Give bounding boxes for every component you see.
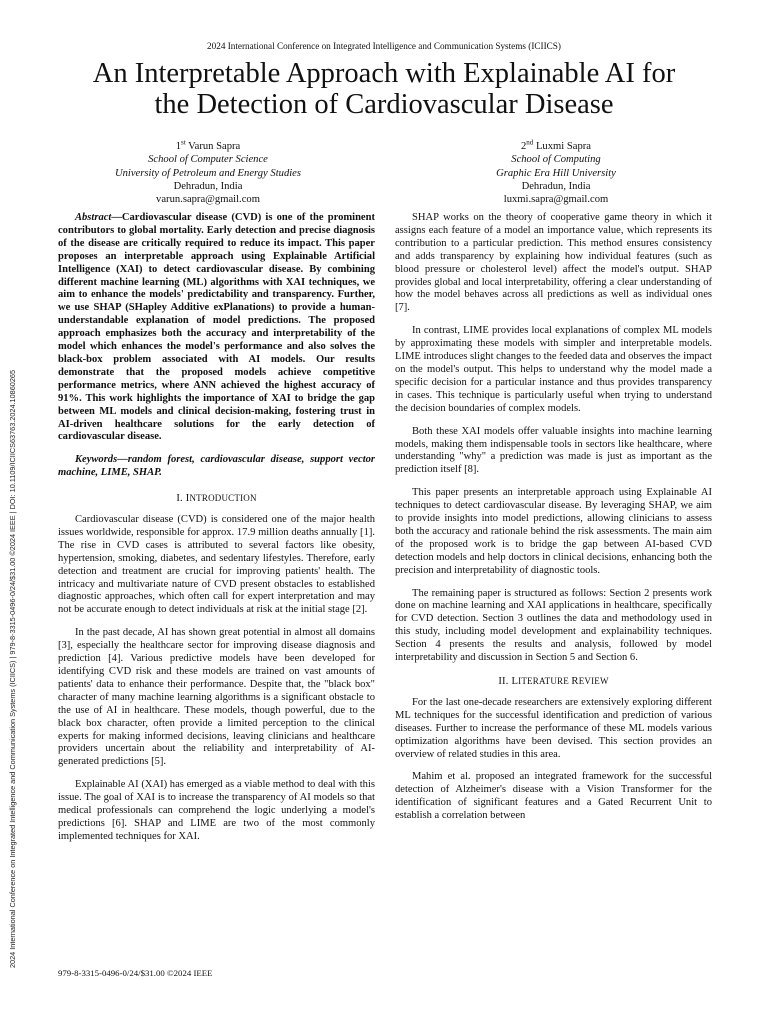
author-block-2	[406, 140, 706, 206]
paragraph: Cardiovascular disease (CVD) is considered one of the major health issues worldwide, responsible for approx. 17.9 million deaths annually [1]. The rise in CVD cases is attributed to several factors like obesity, hypertension, smoking, diabetes, and sedentary lifestyles. Therefore, early detection and treatment are crucial for improving patients' health. The intricacy and multivariate nature of CVD present obstacles to established diagnostic approaches, which often call for expert interpretation and may not be accurate enough to detect individuals at risk at the initial stage [2].	[58, 514, 375, 616]
paragraph: In contrast, LIME provides local explanations of complex ML models by approximating these models with simpler and interpretable models. LIME introduces slight changes to the feeded data and observes the impact on the model's output. This helps to understand why the model made a specific decision for a particular instance and thus provides transparency in cases. This technique is particularly useful when trying to understand the decision boundaries of complex models.	[395, 325, 712, 414]
title-line-1: An Interpretable Approach with Explainable AI for	[92, 58, 676, 89]
abstract-text: —Cardiovascular disease (CVD) is one of the prominent contributors to global mortality. Early detection and precise diagnosis of the disease are critically required to reduce its impact. This paper proposes an interpretable approach using Explainable Artificial Intelligence (XAI) to detect cardiovascular disease. By combining different machine learning (ML) algorithms with XAI techniques, we aim to enhance the models' predictability and transparency. Further, we use SHAP (SHapley Additive exPlanations) to provide a human-understandable explanation of model predictions. The proposed approach emphasizes both the accuracy and interpretability of the model which enhances the model's performance and also solves the black-box problem associated with AI models. Our results demonstrate that the proposed models achieve competitive performance metrics, where ANN achieved the highest accuracy of 91%. This work highlights the importance of XAI to bridge the gap between ML models and clinical decision-making, fostering trust in AI-driven healthcare solutions for the early detection of cardiovascular disease.	[58, 212, 375, 443]
abstract	[58, 212, 375, 444]
section-heading-introduction	[58, 492, 375, 506]
author-location: Dehradun, India	[521, 180, 591, 192]
paragraph: Both these XAI models offer valuable insights into machine learning models, making them indispensable tools in sectors like healthcare, where understanding "why" a prediction was made is just as important as the prediction itself [8].	[395, 425, 712, 476]
author-institution: University of Petroleum and Energy Studies	[114, 167, 302, 179]
paragraph: Explainable AI (XAI) has emerged as a viable method to deal with this issue. The goal of XAI is to increase the transparency of AI models so that medical professionals can comprehend the logic underlying a model's predictions [6]. SHAP and LIME are two of the most commonly implemented techniques for XAI.	[58, 779, 375, 842]
section-title-rest: EVIEW	[578, 676, 609, 686]
author-location: Dehradun, India	[173, 180, 243, 192]
paragraph: The remaining paper is structured as follows: Section 2 presents work done on machine learning and XAI applications in healthcare, specifically for CVD detection. Section 3 outlines the data and methodology used in this study, including model development and explainability techniques. Section 4 presents the results and analysis, followed by model interpretability and discussion in Section 5 and Section 6.	[395, 587, 712, 664]
footer-copyright: 979-8-3315-0496-0/24/$31.00 ©2024 IEEE	[58, 968, 213, 978]
author-block-1	[58, 140, 358, 206]
right-column	[395, 212, 712, 833]
paragraph: For the last one-decade researchers are extensively exploring different ML techniques for the successful identification and prediction of various diseases. Further to increase the performance of these ML models various optimization algorithms have been devised. This section provides an overview of related studies in this area.	[395, 696, 712, 760]
section-heading-literature-review	[395, 675, 712, 689]
author-name-line	[58, 140, 358, 153]
author-ordinal: 2	[521, 141, 527, 152]
section-title-mid: ITERATURE	[518, 676, 572, 686]
section-number: I.	[176, 493, 183, 505]
author-name: Varun Sapra	[188, 141, 241, 152]
author-ordinal-suffix: st	[181, 138, 186, 147]
paper-title	[40, 58, 728, 120]
left-column	[58, 212, 375, 854]
section-title-rest: NTRODUCTION	[189, 493, 257, 504]
author-department: School of Computing	[511, 154, 601, 166]
author-name: Luxmi Sapra	[535, 141, 591, 152]
conference-header: 2024 International Conference on Integrated Intelligence and Communication Systems (ICIICS)	[207, 41, 561, 51]
side-margin-citation: 2024 International Conference on Integrated Intelligence and Communication Systems (ICIICS) | 979-8-3315-0496-0/24/$31.00 ©2024 IEEE | DOI: 10.1109/ICIICS63763.2024.10860265	[8, 369, 17, 968]
keywords: Keywords—random forest, cardiovascular disease, support vector machine, LIME, SHAP.	[58, 454, 375, 479]
section-title-initial: L	[511, 676, 519, 687]
section-number: II.	[498, 676, 509, 687]
abstract-label: Abstract	[75, 212, 112, 223]
title-line-2: the Detection of Cardiovascular Disease	[154, 89, 614, 120]
paragraph: This paper presents an interpretable approach using Explainable AI techniques to detect cardiovascular disease. By leveraging SHAP, we aim to provide insights into model predictions, allowing clinicians to assess both the accuracy and rationale behind the risk assessments. The main aim of the proposed work is to bridge the gap between AI-based CVD detection models and help doctors in clinical decisions, enhancing both the precision and interpretability of diagnostic tools.	[395, 487, 712, 576]
section-title-initial-2: R	[571, 676, 579, 687]
author-name-line	[406, 140, 706, 153]
author-ordinal-suffix: nd	[526, 138, 534, 147]
author-department: School of Computer Science	[148, 154, 268, 166]
section-title-initial: I	[185, 493, 190, 505]
paragraph: Mahim et al. proposed an integrated framework for the successful detection of Alzheimer's disease with a Vision Transformer for the identification of significant features and a Gated Recurrent Unit to establish a correlation between	[395, 771, 712, 822]
paragraph: SHAP works on the theory of cooperative game theory in which it assigns each feature of a model an importance value, which represents its contribution to a particular prediction. This method ensures consistency and adds transparency by explaining how individual features (such as blood pressure or cholesterol level) affect the model's output. SHAP provides global and local interpretability, offering a clear understanding of how the model behaves across all predictions as well as individual ones [7].	[395, 212, 712, 314]
author-email[interactable]: varun.sapra@gmail.com	[156, 194, 260, 206]
author-institution: Graphic Era Hill University	[496, 167, 616, 179]
paragraph: In the past decade, AI has shown great potential in almost all domains [3], especially the healthcare sector for improving disease diagnosis and prediction [4]. Various predictive models have been developed for identifying CVD risk and these models are trained on vast amounts of patients' data to enhance their performance. Despite that, the "black box" character of many machine learning algorithms is a significant obstacle to the use of AI in healthcare. These models, though powerful, due to the black box character, often provide a limited perception to the clinical experts for making informed decisions, leaving clinicians and healthcare providers uncertain about the reliability and interpretability of AI-generated predictions [5].	[58, 627, 375, 768]
author-email[interactable]: luxmi.sapra@gmail.com	[503, 194, 609, 206]
author-ordinal: 1	[175, 141, 182, 152]
